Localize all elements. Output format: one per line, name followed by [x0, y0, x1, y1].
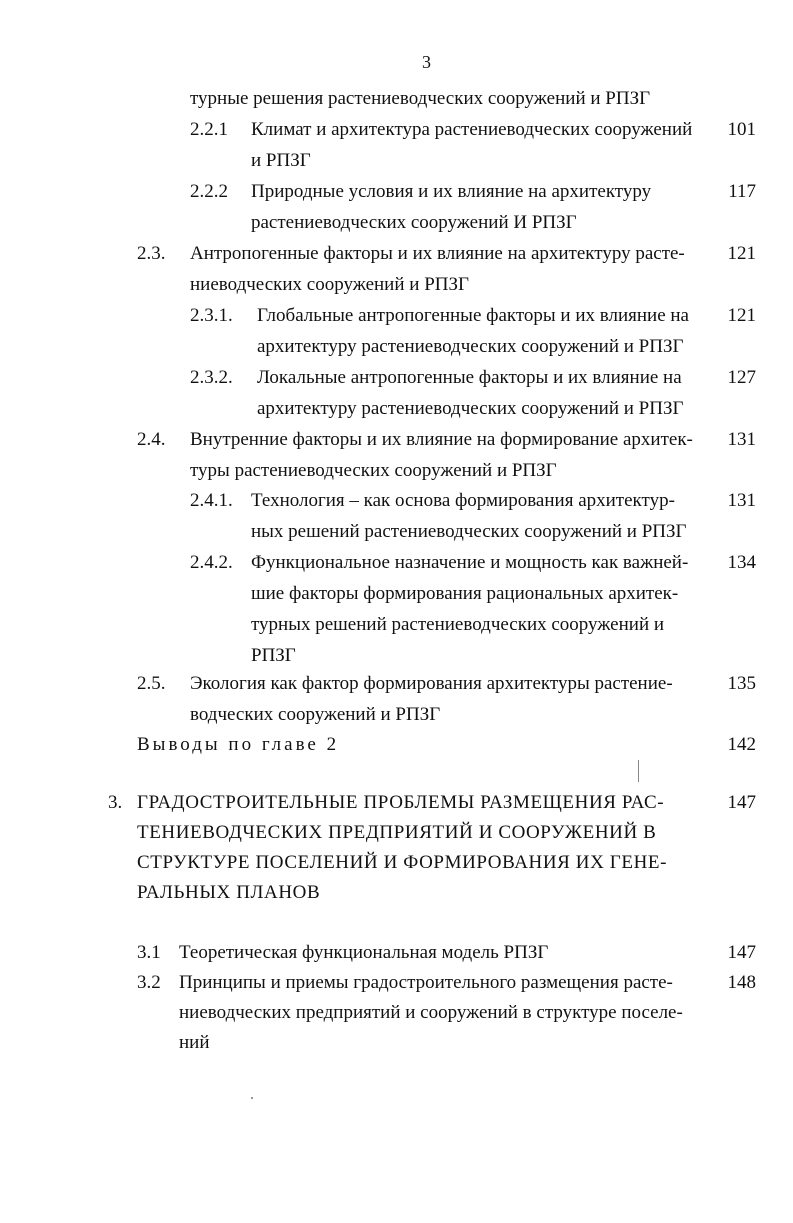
toc-entry-number: 3.1: [137, 942, 161, 963]
toc-entry-text: Природные условия и их влияние на архитектуру: [251, 181, 652, 202]
toc-entry-page: 147: [727, 792, 756, 813]
toc-entry-text: водческих сооружений и РПЗГ: [190, 704, 441, 725]
toc-entry-text: ниеводческих предприятий и сооружений в структуре поселе-: [179, 1002, 683, 1023]
toc-entry-text: Локальные антропогенные факторы и их влияние на: [257, 367, 682, 388]
toc-entry-text: Антропогенные факторы и их влияние на архитектуру расте-: [190, 243, 685, 264]
toc-entry-text: ниеводческих сооружений и РПЗГ: [190, 274, 469, 295]
toc-entry-text: РПЗГ: [251, 645, 296, 666]
toc-entry-text: Климат и архитектура растениеводческих сооружений: [251, 119, 693, 140]
toc-entry-number: 2.4.: [137, 429, 166, 450]
toc-entry-number: 3.2: [137, 972, 161, 993]
toc-chapter-title: ГРАДОСТРОИТЕЛЬНЫЕ ПРОБЛЕМЫ РАЗМЕЩЕНИЯ РАС-: [137, 792, 665, 813]
toc-entry-page: 127: [727, 367, 756, 388]
toc-entry-text: Принципы и приемы градостроительного размещения расте-: [179, 972, 673, 993]
toc-entry-page: 134: [727, 552, 756, 573]
toc-entry-text: Внутренние факторы и их влияние на формирование архитек-: [190, 429, 693, 450]
toc-entry-number: 2.3.: [137, 243, 166, 264]
toc-entry-number: 2.4.1.: [190, 490, 233, 511]
toc-chapter-number: 3.: [108, 792, 123, 813]
toc-entry-page: 121: [727, 243, 756, 264]
toc-entry-text: архитектуру растениеводческих сооружений и РПЗГ: [257, 398, 684, 419]
toc-conclusions: Выводы по главе 2: [137, 734, 340, 755]
toc-entry-text: и РПЗГ: [251, 150, 311, 171]
page-number: 3: [422, 52, 431, 72]
toc-entry-number: 2.5.: [137, 673, 166, 694]
toc-entry-page: 147: [727, 942, 756, 963]
toc-entry-page: 142: [727, 734, 756, 755]
toc-entry-number: 2.4.2.: [190, 552, 233, 573]
toc-entry-text: шие факторы формирования рациональных архитек-: [251, 583, 679, 604]
toc-entry-page: 121: [727, 305, 756, 326]
toc-entry-text: ных решений растениеводческих сооружений и РПЗГ: [251, 521, 687, 542]
toc-entry-text: Глобальные антропогенные факторы и их влияние на: [257, 305, 689, 326]
toc-entry-text: турных решений растениеводческих сооружений и: [251, 614, 665, 635]
toc-entry-text: Технология – как основа формирования архитектур-: [251, 490, 675, 511]
toc-entry-page: 117: [728, 181, 756, 202]
toc-entry-number: 2.2.2: [190, 181, 228, 202]
toc-chapter-title: СТРУКТУРЕ ПОСЕЛЕНИЙ И ФОРМИРОВАНИЯ ИХ ГЕНЕ-: [137, 852, 668, 873]
toc-entry-page: 131: [727, 490, 756, 511]
toc-entry-text: турные решения растениеводческих сооружений и РПЗГ: [190, 88, 651, 109]
toc-entry-page: 135: [727, 673, 756, 694]
toc-entry-page: 101: [727, 119, 756, 140]
toc-entry-text: архитектуру растениеводческих сооружений и РПЗГ: [257, 336, 684, 357]
toc-chapter-title: ТЕНИЕВОДЧЕСКИХ ПРЕДПРИЯТИЙ И СООРУЖЕНИЙ В: [137, 822, 657, 843]
toc-entry-text: ний: [179, 1032, 210, 1053]
toc-entry-text: Функциональное назначение и мощность как важней-: [251, 552, 689, 573]
toc-entry-text: Экология как фактор формирования архитектуры растение-: [190, 673, 673, 694]
toc-chapter-title: РАЛЬНЫХ ПЛАНОВ: [137, 882, 321, 903]
toc-entry-number: 2.2.1: [190, 119, 228, 140]
toc-entry-number: 2.3.2.: [190, 367, 233, 388]
toc-entry-text: растениеводческих сооружений И РПЗГ: [251, 212, 577, 233]
toc-entry-text: туры растениеводческих сооружений и РПЗГ: [190, 460, 557, 481]
scan-artifact-dot: [251, 1097, 253, 1099]
scan-artifact-line: [638, 760, 639, 782]
toc-entry-text: Теоретическая функциональная модель РПЗГ: [179, 942, 549, 963]
toc-entry-page: 131: [727, 429, 756, 450]
toc-entry-number: 2.3.1.: [190, 305, 233, 326]
toc-entry-page: 148: [727, 972, 756, 993]
